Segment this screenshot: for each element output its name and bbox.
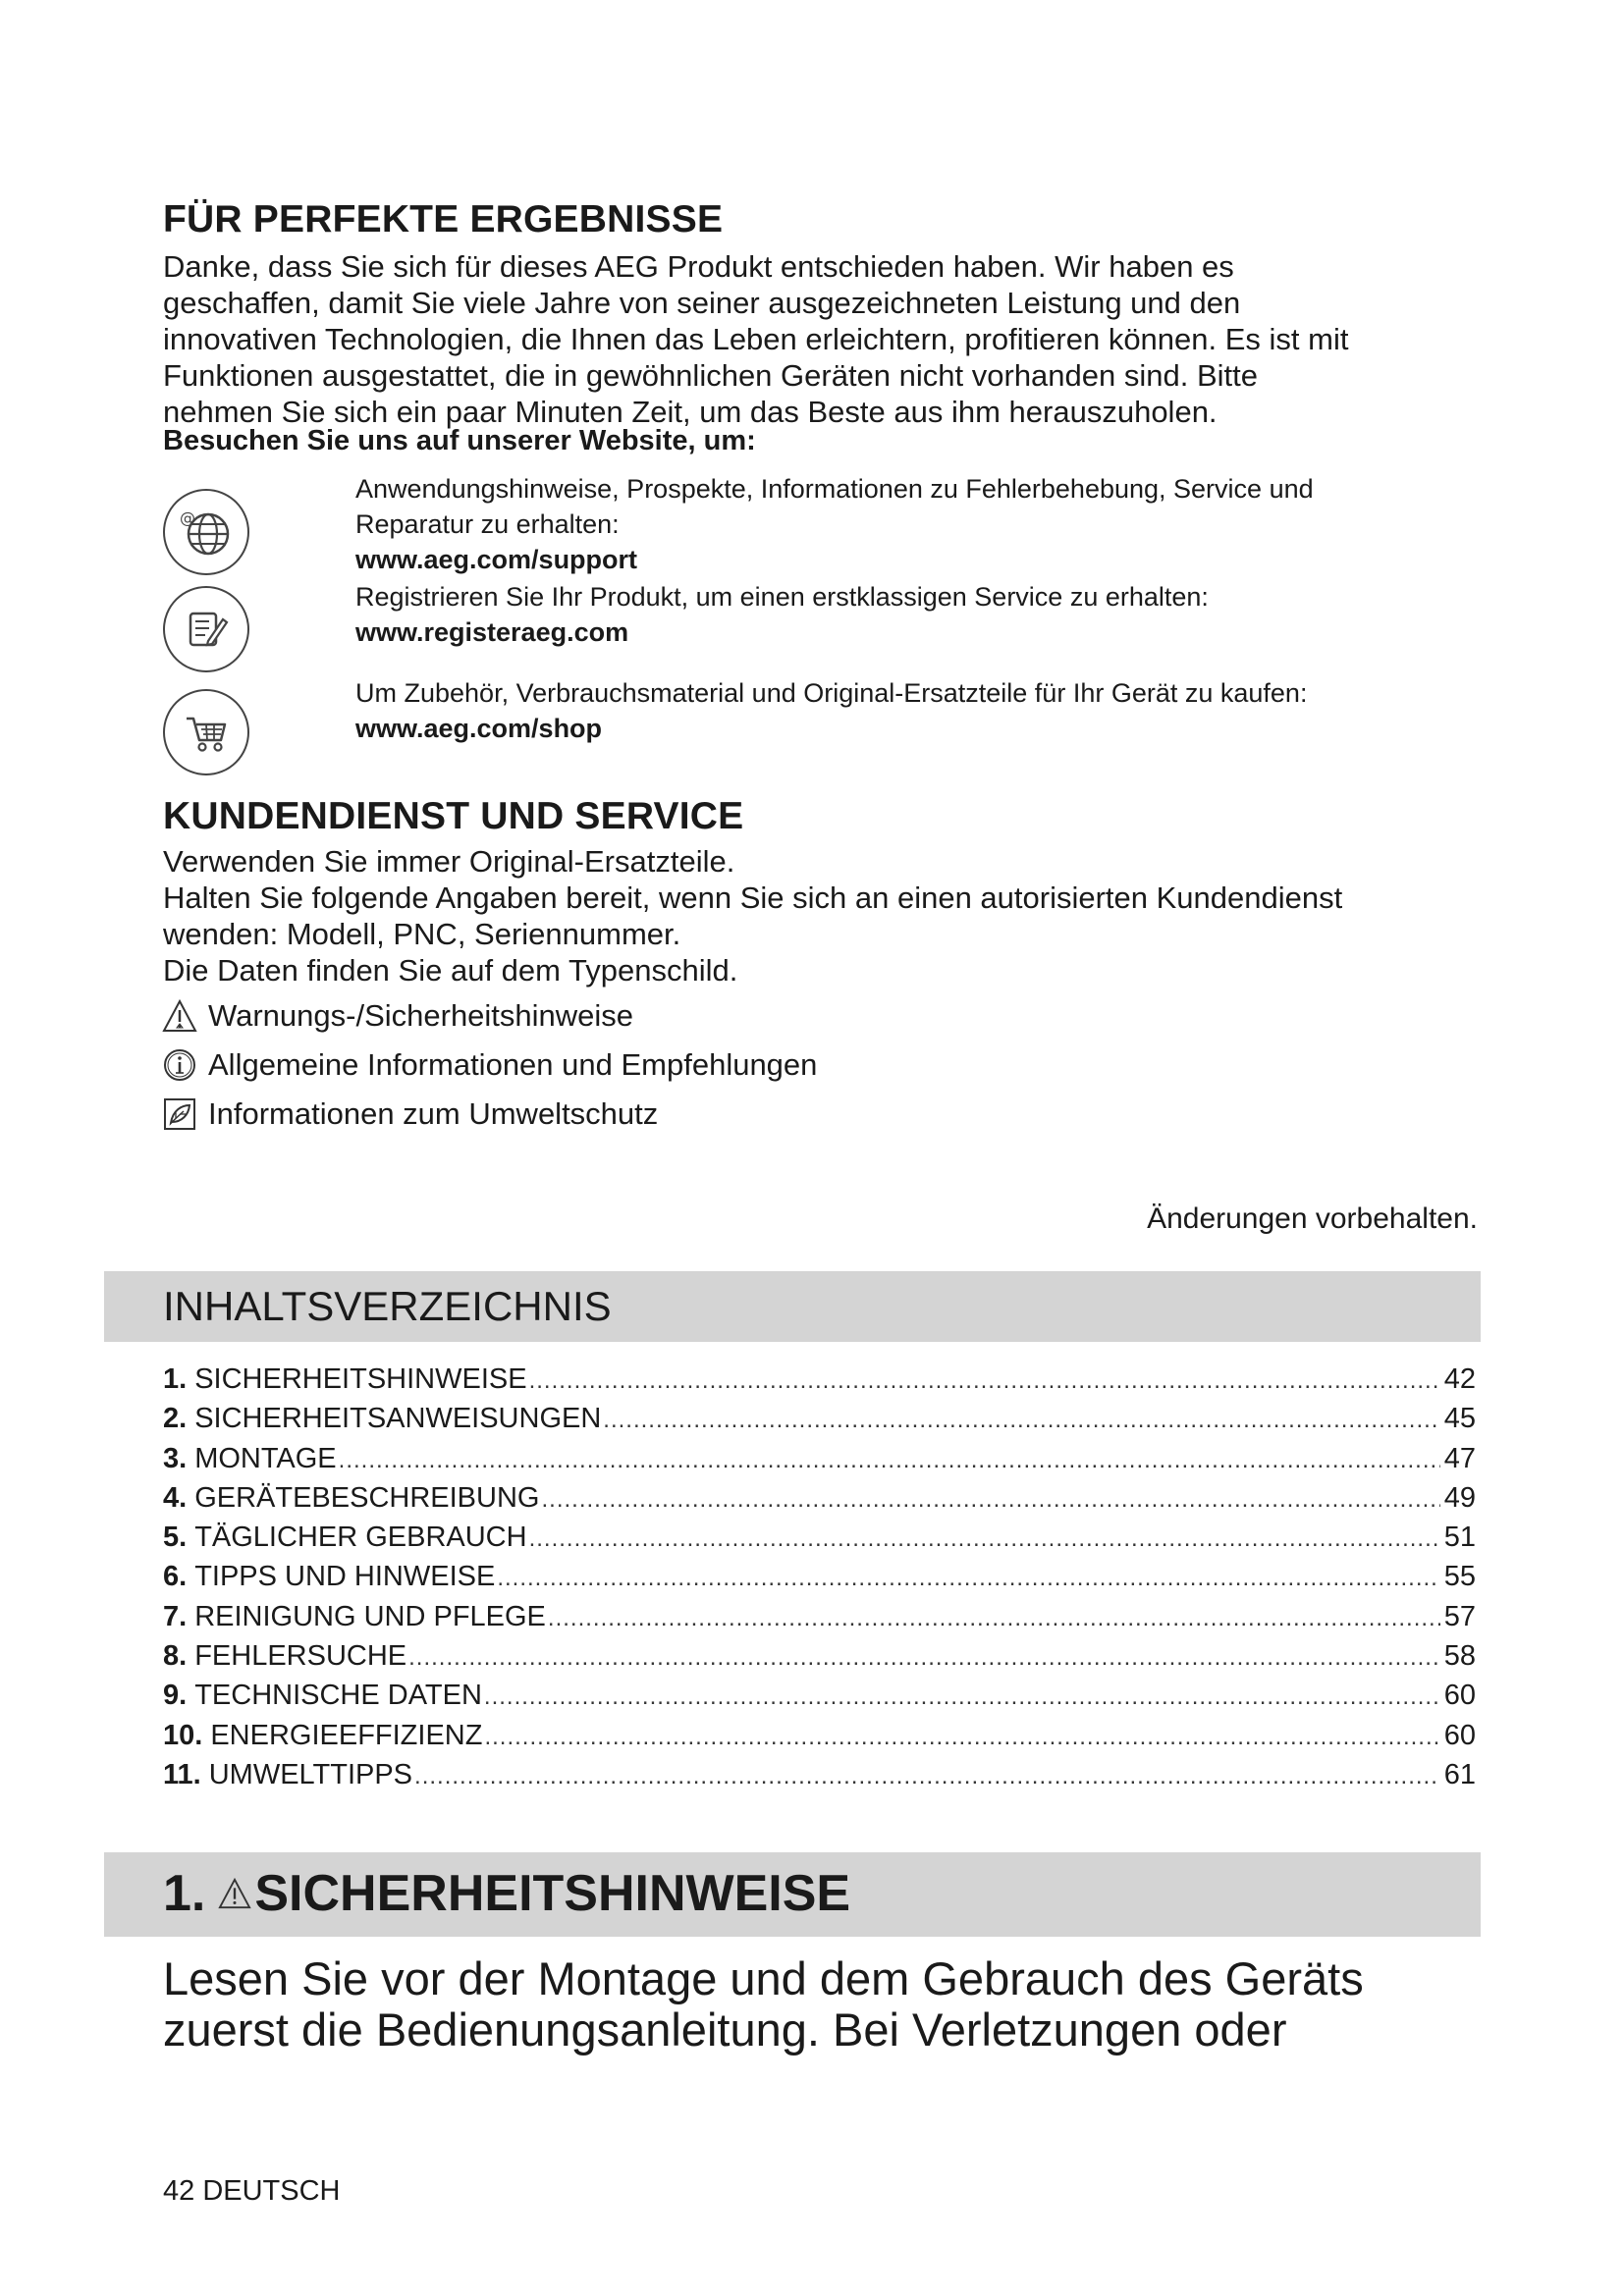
changes-reserved-note: Änderungen vorbehalten. bbox=[1147, 1202, 1478, 1235]
toc-item-page: 49 bbox=[1443, 1481, 1476, 1514]
chapter1-title bbox=[163, 1864, 850, 1923]
toc-item-number: 2. bbox=[163, 1403, 188, 1435]
intro-line: zuerst die Bedienungsanleitung. Bei Verletzungen oder bbox=[163, 2003, 1287, 2056]
toc-item[interactable] bbox=[163, 1439, 1476, 1478]
toc-leader-dots bbox=[484, 1716, 1439, 1757]
visit-website-label: Besuchen Sie uns auf unserer Website, um: bbox=[163, 425, 756, 456]
toc-leader-dots bbox=[484, 1676, 1440, 1717]
toc-item-label: GERÄTEBESCHREIBUNG bbox=[194, 1481, 540, 1514]
toc-item-label: TECHNISCHE DATEN bbox=[194, 1680, 482, 1712]
toc-title: INHALTSVERZEICHNIS bbox=[163, 1283, 612, 1329]
toc-item-label: MONTAGE bbox=[194, 1442, 337, 1474]
web-item-text bbox=[355, 471, 1514, 577]
toc-item[interactable] bbox=[163, 1716, 1476, 1755]
toc-item-number: 6. bbox=[163, 1561, 188, 1593]
toc-leader-dots bbox=[541, 1478, 1439, 1520]
toc-item[interactable] bbox=[163, 1755, 1476, 1794]
toc-item-page: 45 bbox=[1443, 1403, 1476, 1435]
web-item-line: Anwendungshinweise, Prospekte, Informationen zu Fehlerbehebung, Service und bbox=[355, 474, 1314, 504]
toc-item[interactable] bbox=[163, 1478, 1476, 1518]
toc-item[interactable] bbox=[163, 1557, 1476, 1596]
toc-item-page: 58 bbox=[1443, 1640, 1476, 1673]
page-footer: 42 DEUTSCH bbox=[163, 2175, 341, 2207]
web-item-text bbox=[355, 675, 1514, 746]
legend-text: Informationen zum Umweltschutz bbox=[208, 1096, 659, 1131]
intro-paragraph bbox=[163, 248, 1479, 430]
toc-leader-dots bbox=[548, 1597, 1440, 1638]
toc-leader-dots bbox=[529, 1360, 1440, 1401]
toc-item-page: 47 bbox=[1443, 1442, 1476, 1474]
intro-line: Lesen Sie vor der Montage und dem Gebrauch des Geräts bbox=[163, 1952, 1364, 2004]
toc-item-number: 3. bbox=[163, 1442, 188, 1474]
toc-item[interactable] bbox=[163, 1360, 1476, 1399]
toc-header-band bbox=[104, 1271, 1481, 1342]
web-item-line: Um Zubehör, Verbrauchsmaterial und Original-Ersatzteile für Ihr Gerät zu kaufen: bbox=[355, 678, 1308, 708]
warning-icon bbox=[161, 997, 198, 1035]
service-line: Verwenden Sie immer Original-Ersatzteile. bbox=[163, 844, 735, 879]
svg-text:@: @ bbox=[180, 508, 195, 527]
toc-item-page: 60 bbox=[1443, 1719, 1476, 1751]
shop-link[interactable]: www.aeg.com/shop bbox=[355, 714, 603, 743]
web-item-line: Registrieren Sie Ihr Produkt, um einen erstklassigen Service zu erhalten: bbox=[355, 582, 1209, 612]
chapter1-title-text: SICHERHEITSHINWEISE bbox=[254, 1865, 851, 1922]
toc-leader-dots bbox=[339, 1439, 1440, 1480]
web-item-register bbox=[163, 579, 1479, 677]
legend-info bbox=[161, 1046, 817, 1084]
service-line: wenden: Modell, PNC, Seriennummer. bbox=[163, 917, 681, 951]
toc-leader-dots bbox=[529, 1518, 1440, 1559]
shopping-cart-icon bbox=[163, 689, 249, 775]
chapter1-number: 1. bbox=[163, 1865, 206, 1922]
web-item-line: Reparatur zu erhalten: bbox=[355, 509, 620, 539]
toc-item-page: 42 bbox=[1443, 1363, 1476, 1395]
toc-item[interactable] bbox=[163, 1399, 1476, 1438]
paragraph-line: Funktionen ausgestattet, die in gewöhnlichen Geräten nicht vorhanden sind. Bitte bbox=[163, 358, 1259, 393]
environment-icon bbox=[161, 1095, 198, 1133]
toc-leader-dots bbox=[497, 1557, 1439, 1598]
toc-item-number: 11. bbox=[163, 1758, 201, 1790]
toc-leader-dots bbox=[408, 1636, 1440, 1678]
toc-item-number: 8. bbox=[163, 1640, 188, 1673]
toc-item-page: 55 bbox=[1443, 1561, 1476, 1593]
toc-leader-dots bbox=[414, 1755, 1440, 1796]
toc-item-label: SICHERHEITSANWEISUNGEN bbox=[194, 1403, 602, 1435]
chapter1-header-band bbox=[104, 1852, 1481, 1937]
chapter1-intro bbox=[163, 1953, 1479, 2056]
web-item-support bbox=[163, 471, 1479, 579]
legend-environment bbox=[161, 1095, 658, 1133]
register-link[interactable]: www.registeraeg.com bbox=[355, 617, 629, 647]
register-icon bbox=[163, 586, 249, 672]
legend-warning bbox=[161, 997, 633, 1035]
toc-item[interactable] bbox=[163, 1636, 1476, 1676]
toc-item-label: ENERGIEEFFIZIENZ bbox=[210, 1719, 483, 1751]
toc-item-label: TÄGLICHER GEBRAUCH bbox=[194, 1522, 527, 1554]
support-link[interactable]: www.aeg.com/support bbox=[355, 545, 638, 574]
toc-item-label: REINIGUNG UND PFLEGE bbox=[194, 1600, 546, 1632]
web-item-text bbox=[355, 579, 1514, 650]
toc-item-number: 9. bbox=[163, 1680, 188, 1712]
legend-text: Warnungs-/Sicherheitshinweise bbox=[208, 998, 634, 1033]
toc-item[interactable] bbox=[163, 1597, 1476, 1636]
legend-text: Allgemeine Informationen und Empfehlungen bbox=[208, 1047, 818, 1082]
heading-customer-service: KUNDENDIENST UND SERVICE bbox=[163, 795, 744, 837]
toc-item-label: UMWELTTIPPS bbox=[208, 1758, 413, 1790]
toc-item-number: 7. bbox=[163, 1600, 188, 1632]
toc-item[interactable] bbox=[163, 1676, 1476, 1715]
toc-item-label: SICHERHEITSHINWEISE bbox=[194, 1363, 527, 1395]
heading-perfect-results: FÜR PERFEKTE ERGEBNISSE bbox=[163, 198, 724, 240]
toc-item-number: 4. bbox=[163, 1481, 188, 1514]
info-icon bbox=[161, 1046, 198, 1084]
toc-leader-dots bbox=[603, 1399, 1439, 1440]
toc-item-number: 10. bbox=[163, 1719, 203, 1751]
paragraph-line: geschaffen, damit Sie viele Jahre von seiner ausgezeichneten Leistung und den bbox=[163, 286, 1241, 320]
web-item-shop bbox=[163, 677, 1479, 775]
globe-icon bbox=[163, 489, 249, 575]
warning-icon bbox=[217, 1877, 252, 1910]
toc-item-label: FEHLERSUCHE bbox=[194, 1640, 407, 1673]
paragraph-line: nehmen Sie sich ein paar Minuten Zeit, um das Beste aus ihm herauszuholen. bbox=[163, 395, 1218, 429]
toc-item-number: 1. bbox=[163, 1363, 188, 1395]
paragraph-line: innovativen Technologien, die Ihnen das Leben erleichtern, profitieren können. Es ist mit bbox=[163, 322, 1349, 356]
toc-item[interactable] bbox=[163, 1518, 1476, 1557]
toc-item-page: 51 bbox=[1443, 1522, 1476, 1554]
toc-item-page: 61 bbox=[1443, 1758, 1476, 1790]
service-line: Halten Sie folgende Angaben bereit, wenn Sie sich an einen autorisierten Kundendienst bbox=[163, 881, 1343, 915]
toc-item-number: 5. bbox=[163, 1522, 188, 1554]
toc-item-page: 60 bbox=[1443, 1680, 1476, 1712]
paragraph-line: Danke, dass Sie sich für dieses AEG Produkt entschieden haben. Wir haben es bbox=[163, 249, 1234, 284]
toc-item-label: TIPPS UND HINWEISE bbox=[194, 1561, 496, 1593]
toc-list bbox=[163, 1360, 1476, 1794]
service-line: Die Daten finden Sie auf dem Typenschild. bbox=[163, 953, 738, 988]
toc-item-page: 57 bbox=[1443, 1600, 1476, 1632]
